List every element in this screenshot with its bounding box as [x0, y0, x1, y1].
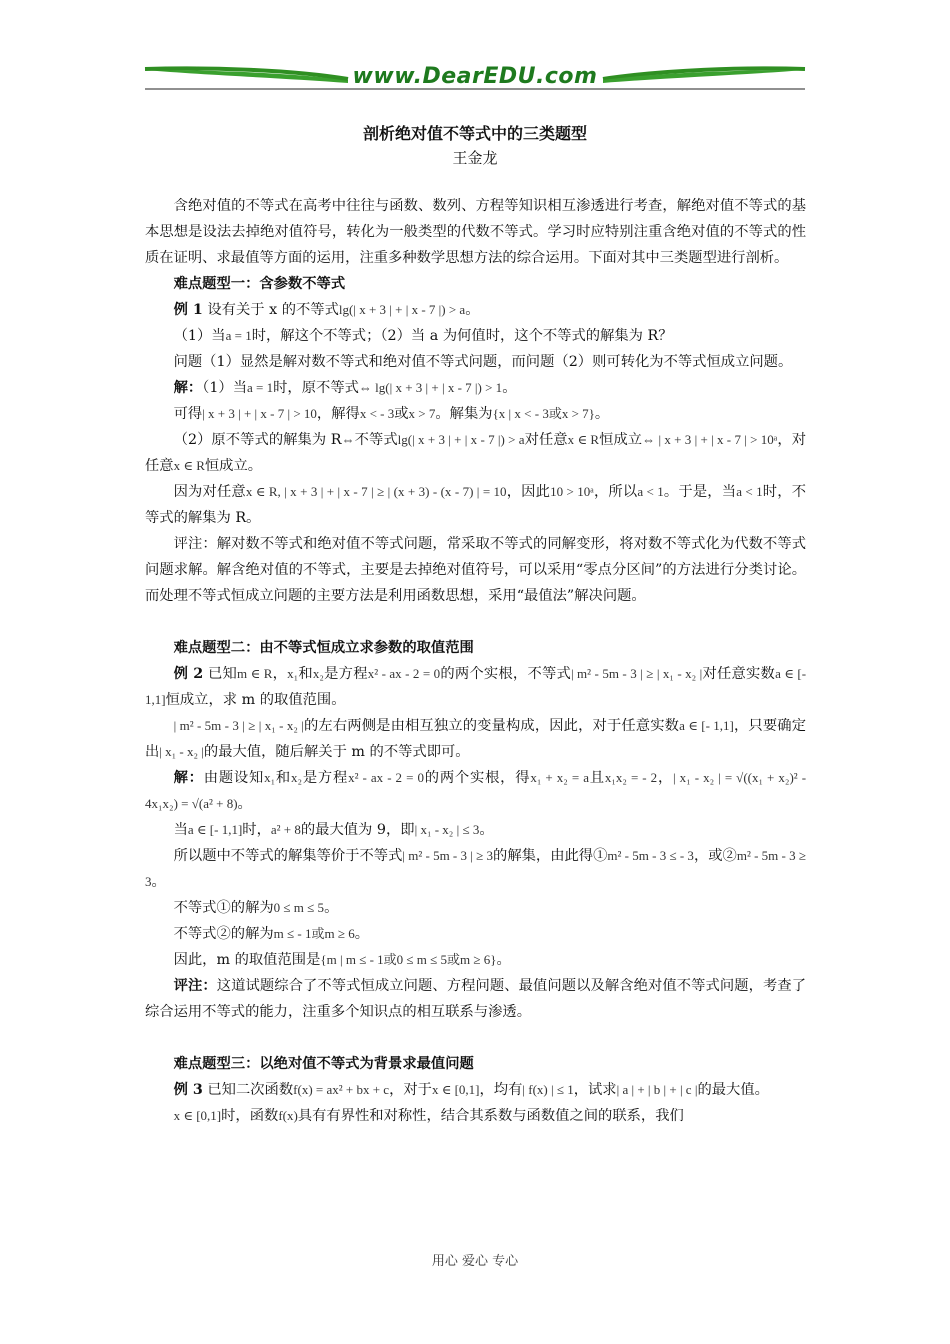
formula: x² - ax - 2 = 0 — [348, 770, 424, 785]
formula: x < - 3 — [359, 406, 395, 421]
text: 因此，m 的取值范围是 — [173, 952, 321, 968]
article-body — [145, 193, 806, 1129]
text: ，因此 — [506, 484, 551, 500]
text: 。 — [151, 874, 166, 890]
formula: x > 7 — [408, 406, 436, 421]
solution-label: 解： — [173, 770, 204, 786]
spacer — [145, 609, 806, 635]
text: 恒成立。 — [204, 458, 263, 474]
text: ， — [657, 770, 674, 786]
text: 。 — [324, 900, 339, 916]
solution-2-line-4 — [145, 895, 806, 921]
example-1-questions — [145, 323, 806, 349]
text: 恒成立 — [599, 432, 643, 448]
formula: a² + 8 — [270, 822, 301, 837]
formula: x₁x₂ = - 2 — [604, 770, 658, 785]
text: 不等式②的解为 — [173, 926, 274, 942]
text: 或 — [394, 406, 409, 422]
formula: a < 1 — [637, 484, 664, 499]
formula: 0 ≤ m ≤ 5 — [273, 900, 325, 915]
text: 对任意实数 — [702, 666, 776, 682]
text: 这道试题综合了不等式恒成立问题、方程问题、最值问题以及解含绝对值不等式问题，考查了综合运用不等式的能力，注重多个知识点的相互联系与渗透。 — [145, 978, 806, 1020]
formula: | x₁ - x₂ | ≤ 3 — [414, 822, 480, 837]
example-3 — [145, 1077, 806, 1103]
formula: lg(| x + 3 | + | x - 7 |) > a — [397, 432, 525, 447]
text: 的最大值，随后解关于 m 的不等式即可。 — [203, 744, 470, 760]
spacer — [145, 1025, 806, 1051]
formula: lg(| x + 3 | + | x - 7 |) > a — [338, 302, 466, 317]
text: 设有关于 x 的不等式 — [207, 302, 339, 318]
formula: a ∈ [- 1,1] — [145, 666, 807, 707]
solution-1-line-3 — [145, 427, 806, 479]
formula: x² - ax - 2 = 0 — [367, 666, 441, 681]
page-footer: 用心 爱心 专心 — [431, 1254, 519, 1269]
formula: | x + 3 | + | x - 7 | > 10 — [202, 406, 317, 421]
text: 的解集，由此得① — [493, 848, 608, 864]
comment-1: 评注：解对数不等式和绝对值不等式问题，常采取不等式的同解变形，将对数不等式化为代数不等式问题求解。解含绝对值的不等式，主要是去掉绝对值符号，可以采用“零点分区间”的方法进行分类讨论。而处理不等式恒成立问题的主要方法是利用函数思想，采用“最值法”解决问题。 — [145, 536, 806, 604]
formula: | m² - 5m - 3 | ≥ | x₁ - x₂ | — [173, 718, 304, 733]
text: 。 — [594, 406, 610, 422]
text: 的两个实根，不等式 — [440, 666, 571, 682]
example-3-label: 例 3 — [173, 1082, 203, 1098]
example-2-label: 例 2 — [173, 666, 204, 682]
example-1 — [145, 297, 806, 323]
formula: x₁ — [287, 666, 299, 681]
formula: ⇔ lg(| x + 3 | + | x - 7 |) > 1 — [358, 380, 503, 395]
formula: | f(x) | ≤ 1 — [522, 1082, 574, 1097]
formula: a < 1 — [736, 484, 763, 499]
solution-2-line-6 — [145, 947, 806, 973]
text: 不等式①的解为 — [173, 900, 274, 916]
formula: x₁ + x₂ = a — [530, 770, 589, 785]
formula: {x | x < - 3或x > 7} — [492, 406, 595, 421]
article-title: 剖析绝对值不等式中的三类题型 — [362, 124, 587, 143]
text: 。 — [502, 380, 517, 396]
solution-2-line-5 — [145, 921, 806, 947]
text: ， — [272, 666, 288, 682]
formula: x ∈ R — [173, 458, 205, 473]
comment-2 — [145, 973, 806, 1025]
section-2-heading: 难点题型二：由不等式恒成立求参数的取值范围 — [173, 640, 474, 656]
text: 当 — [173, 822, 188, 838]
text: 。 — [237, 796, 252, 812]
article-author: 王金龙 — [452, 149, 498, 167]
text: 。 — [496, 952, 511, 968]
analysis-3 — [145, 1103, 806, 1129]
text: 时， — [242, 822, 271, 838]
text: 恒成立，求 m 的取值范围。 — [165, 692, 346, 708]
example-2 — [145, 661, 806, 713]
solution-2-line-1 — [145, 765, 806, 817]
formula: | m² - 5m - 3 | ≥ | x₁ - x₂ | — [570, 666, 703, 681]
formula: f(x) = ax² + bx + c — [293, 1082, 390, 1097]
intro-paragraph: 含绝对值的不等式在高考中往往与函数、数列、方程等知识相互渗透进行考查，解绝对值不等式的基本思想是设法去掉绝对值符号，转化为一般类型的代数不等式。学习时应特别注重含绝对值的不等式的性质在证明、求最值等方面的运用，注重多种数学思想方法的综合运用。下面对其中三类题型进行剖析。 — [145, 198, 806, 266]
text: 且 — [588, 770, 605, 786]
text: （1）当 — [202, 380, 248, 396]
text: 。 — [354, 926, 370, 942]
formula: m² - 5m - 3 ≤ - 3 — [607, 848, 694, 863]
text: 具有有界性和对称性，结合其系数与函数值之间的联系，我们 — [297, 1108, 684, 1124]
text: 。解集为 — [435, 406, 493, 422]
text: 。 — [465, 302, 480, 318]
formula: x ∈ R, | x + 3 | + | x - 7 | ≥ | (x + 3) - (x - 7) | = 10 — [245, 484, 507, 499]
text: 时，不等式的解集为 R。 — [145, 484, 807, 526]
formula: m² - 5m - 3 ≥ 3 — [145, 848, 807, 889]
text: 是方程 — [323, 666, 368, 682]
text: 可得 — [173, 406, 203, 422]
solution-2-line-2 — [145, 817, 806, 843]
formula: x₂ — [312, 666, 324, 681]
text: 时，函数 — [221, 1108, 279, 1124]
text: 所以题中不等式的解集等价于不等式 — [173, 848, 403, 864]
text: 已知二次函数 — [207, 1082, 294, 1098]
formula: a = 1 — [247, 380, 274, 395]
formula: x₁ — [264, 770, 276, 785]
text: 是方程 — [302, 770, 349, 786]
text: 时，原不等式 — [273, 380, 359, 396]
solution-2-line-3 — [145, 843, 806, 895]
formula: m ∈ R — [237, 666, 273, 681]
formula: | x₁ - x₂ | = √((x₁ + x₂)² - 4x₁x₂) = √(a² + 8) — [145, 770, 807, 811]
section-3-heading: 难点题型三：以绝对值不等式为背景求最值问题 — [173, 1056, 474, 1072]
analysis-2 — [145, 713, 806, 765]
text: 的最大值。 — [697, 1082, 769, 1098]
text: ，试求 — [573, 1082, 617, 1098]
solution-1-line-1 — [145, 375, 806, 401]
formula: x ∈ [0,1] — [173, 1108, 222, 1123]
text: 的两个实根，得 — [423, 770, 531, 786]
formula: x₂ — [291, 770, 303, 785]
site-logo[interactable]: www.DearEDU.com — [352, 64, 598, 89]
text: 因为对任意 — [173, 484, 246, 500]
text: 。 — [479, 822, 494, 838]
text: 对任意 — [524, 432, 568, 448]
example-1-label: 例 1 — [173, 302, 203, 318]
solution-label: 解： — [173, 380, 203, 396]
formula: a ∈ [- 1,1] — [187, 822, 243, 837]
text: 不等式 — [354, 432, 398, 448]
text: ，解得 — [316, 406, 360, 422]
formula: m ≤ - 1或m ≥ 6 — [273, 926, 355, 941]
solution-1-line-2 — [145, 401, 806, 427]
text: （2）原不等式的解集为 R — [173, 432, 342, 448]
comment-label: 评注： — [173, 978, 217, 994]
analysis-paragraph: 问题（1）显然是解对数不等式和绝对值不等式问题，而问题（2）则可转化为不等式恒成立问题。 — [173, 354, 793, 370]
formula: x ∈ [0,1] — [431, 1082, 480, 1097]
formula: | m² - 5m - 3 | ≥ 3 — [402, 848, 494, 863]
text: ，均有 — [479, 1082, 523, 1098]
text: 。于是，当 — [663, 484, 737, 500]
text: 和 — [298, 666, 313, 682]
solution-1-line-4 — [145, 479, 806, 531]
formula: ⇔ — [341, 432, 355, 447]
formula: a = 1 — [225, 328, 252, 343]
text: ，所以 — [593, 484, 638, 500]
formula: {m | m ≤ - 1或0 ≤ m ≤ 5或m ≥ 6} — [320, 952, 497, 967]
text: （1）当 — [173, 328, 226, 344]
formula: a ∈ [- 1,1] — [679, 718, 734, 733]
text: 的最大值为 9，即 — [300, 822, 415, 838]
formula: 10 > 10ᵃ — [550, 484, 594, 499]
site-header — [143, 58, 807, 94]
text: ，对任意 — [145, 432, 807, 474]
text: 和 — [275, 770, 292, 786]
text: ，或② — [693, 848, 737, 864]
formula: x ∈ R — [567, 432, 600, 447]
text: ，对于 — [389, 1082, 432, 1098]
text: 已知 — [208, 666, 238, 682]
formula: ⇔ | x + 3 | + | x - 7 | > 10ᵃ — [642, 432, 778, 447]
text: ，只要确定出 — [145, 718, 807, 760]
formula: f(x) — [278, 1108, 298, 1123]
text: 的左右两侧是由相互独立的变量构成，因此，对于任意实数 — [303, 718, 680, 734]
text: 由题设知 — [203, 770, 265, 786]
formula: | a | + | b | + | c | — [616, 1082, 698, 1097]
section-1-heading: 难点题型一：含参数不等式 — [173, 276, 346, 292]
formula: | x₁ - x₂ | — [159, 744, 204, 759]
text: 时，解这个不等式；（2）当 a 为何值时，这个不等式的解集为 R？ — [251, 328, 673, 344]
